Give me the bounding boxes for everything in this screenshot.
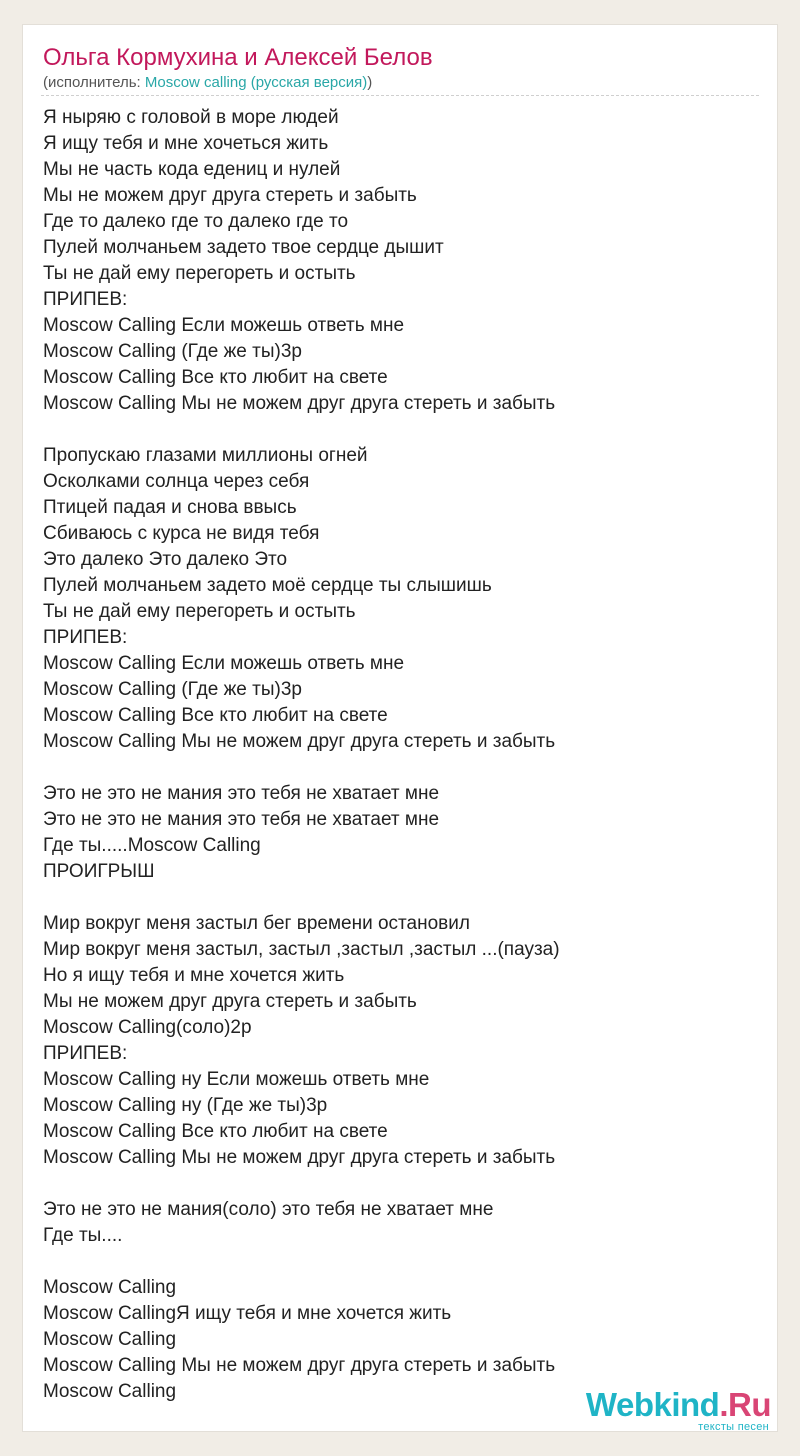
lyrics-line: Это не это не мания(соло) это тебя не хватает мне	[43, 1199, 494, 1220]
lyrics-line: ПРОИГРЫШ	[43, 861, 155, 882]
lyrics-line: Moscow Calling Мы не можем друг друга стереть и забыть	[43, 731, 556, 752]
watermark-tld: .Ru	[719, 1386, 771, 1423]
lyrics-line: Я ныряю с головой в море людей	[43, 107, 339, 128]
performer-line	[43, 74, 372, 92]
lyrics-line: Это далеко Это далеко Это	[43, 549, 288, 570]
lyrics-line: Мы не можем друг друга стереть и забыть	[43, 991, 417, 1012]
watermark-name: Webkind	[585, 1386, 720, 1423]
lyrics-line: ПРИПЕВ:	[43, 1043, 128, 1064]
lyrics-line: Moscow Calling Мы не можем друг друга стереть и забыть	[43, 1147, 556, 1168]
lyrics-line: Moscow Calling Мы не можем друг друга стереть и забыть	[43, 393, 556, 414]
lyrics-text	[43, 105, 759, 1405]
lyrics-line: Moscow Calling Мы не можем друг друга стереть и забыть	[43, 1355, 556, 1376]
performer-suffix: )	[367, 74, 373, 91]
header-divider	[41, 95, 759, 96]
lyrics-line: Moscow CallingЯ ищу тебя и мне хочется жить	[43, 1303, 452, 1324]
site-watermark	[577, 1387, 771, 1433]
lyrics-blank-line	[43, 417, 759, 443]
lyrics-line: Но я ищу тебя и мне хочется жить	[43, 965, 345, 986]
lyrics-blank-line	[43, 885, 759, 911]
lyrics-line: Где то далеко где то далеко где то	[43, 211, 349, 232]
lyrics-line: Сбиваюсь с курса не видя тебя	[43, 523, 320, 544]
lyrics-card	[22, 24, 778, 1432]
lyrics-line: Птицей падая и снова ввысь	[43, 497, 297, 518]
lyrics-line: Moscow Calling ну Если можешь ответь мне	[43, 1069, 430, 1090]
lyrics-line: Где ты.....Moscow Calling	[43, 835, 261, 856]
lyrics-blank-line	[43, 1171, 759, 1197]
lyrics-line: Moscow Calling (Где же ты)3р	[43, 679, 302, 700]
lyrics-line: Мир вокруг меня застыл бег времени остановил	[43, 913, 470, 934]
lyrics-line: Мы не можем друг друга стереть и забыть	[43, 185, 417, 206]
lyrics-line: ПРИПЕВ:	[43, 627, 128, 648]
watermark-logo	[586, 1387, 771, 1423]
lyrics-line: ПРИПЕВ:	[43, 289, 128, 310]
lyrics-line: Пулей молчаньем задето моё сердце ты слышишь	[43, 575, 492, 596]
lyrics-line: Мы не часть кода едениц и нулей	[43, 159, 341, 180]
lyrics-line: Moscow Calling	[43, 1381, 177, 1402]
lyrics-line: Пулей молчаньем задето твое сердце дышит	[43, 237, 444, 258]
lyrics-line: Мир вокруг меня застыл, застыл ,застыл ,застыл ...(пауза)	[43, 939, 560, 960]
lyrics-line: Moscow Calling	[43, 1277, 177, 1298]
lyrics-line: Moscow Calling Все кто любит на свете	[43, 1121, 388, 1142]
lyrics-line: Это не это не мания это тебя не хватает мне	[43, 783, 440, 804]
lyrics-line: Moscow Calling (Где же ты)3р	[43, 341, 302, 362]
performer-prefix: (исполнитель:	[43, 74, 145, 91]
lyrics-line: Moscow Calling	[43, 1329, 177, 1350]
lyrics-line: Moscow Calling(соло)2р	[43, 1017, 252, 1038]
lyrics-line: Это не это не мания это тебя не хватает мне	[43, 809, 440, 830]
lyrics-line: Я ищу тебя и мне хочеться жить	[43, 133, 329, 154]
lyrics-blank-line	[43, 1249, 759, 1275]
lyrics-line: Пропускаю глазами миллионы огней	[43, 445, 368, 466]
lyrics-line: Осколками солнца через себя	[43, 471, 310, 492]
lyrics-line: Moscow Calling ну (Где же ты)3р	[43, 1095, 328, 1116]
song-title: Ольга Кормухина и Алексей Белов	[43, 44, 433, 71]
watermark-tagline: тексты песен	[698, 1421, 769, 1433]
lyrics-line: Где ты....	[43, 1225, 123, 1246]
lyrics-line: Moscow Calling Все кто любит на свете	[43, 705, 388, 726]
lyrics-line: Ты не дай ему перегореть и остыть	[43, 263, 356, 284]
lyrics-line: Moscow Calling Если можешь ответь мне	[43, 653, 405, 674]
lyrics-line: Ты не дай ему перегореть и остыть	[43, 601, 356, 622]
lyrics-blank-line	[43, 755, 759, 781]
lyrics-line: Moscow Calling Если можешь ответь мне	[43, 315, 405, 336]
lyrics-line: Moscow Calling Все кто любит на свете	[43, 367, 388, 388]
performer-link[interactable]: Moscow calling (русская версия)	[144, 74, 368, 91]
